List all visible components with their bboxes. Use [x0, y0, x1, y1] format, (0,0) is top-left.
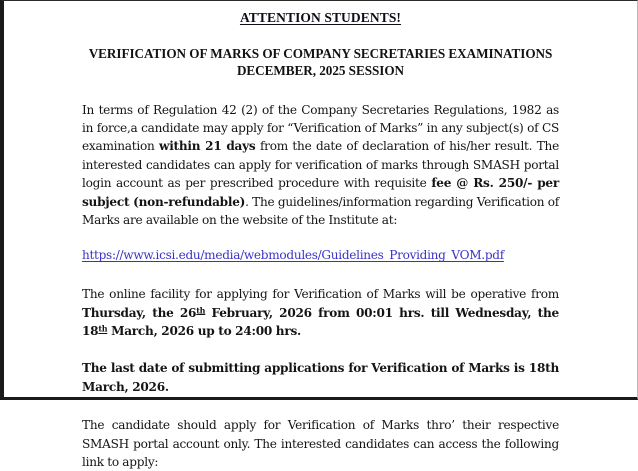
- paragraph-application-instructions: The candidate should apply for Verification of Marks thro’ their respective SMASH portal account only. The interested candidates can access the following link to apply:: [82, 418, 559, 469]
- document-title: [82, 45, 559, 80]
- guidelines-pdf-link[interactable]: https://www.icsi.edu/media/webmodules/Guidelines_Providing_VOM.pdf: [82, 248, 504, 263]
- document-title-line-2: DECEMBER, 2025 SESSION: [236, 63, 405, 79]
- intro-text-part-2: from the date of declaration of his/her result. The interested candidates can apply for verification of marks through SMASH portal login account as per prescribed procedure with requisite: [82, 139, 559, 191]
- intro-text-part-1: In terms of Regulation 42 (2) of the Company Secretaries Regulations, 1982 as in force,a candidate may apply for “Verification of Marks” in any subject(s) of CS examination: [82, 102, 559, 154]
- start-date-ordinal-suffix: th: [196, 306, 206, 316]
- date-range-middle: February, 2026 from 00:01 hrs. till Wednesday, the 18: [82, 305, 560, 339]
- end-date-ordinal-suffix: th: [98, 324, 108, 334]
- intro-bold-within-21-days: within 21 days: [159, 139, 256, 154]
- end-date-suffix: March, 2026 up to 24:00 hrs.: [107, 324, 301, 339]
- attention-heading-text: ATTENTION STUDENTS!: [239, 10, 402, 25]
- paragraph-last-date: The last date of submitting applications for Verification of Marks is 18th March, 2026.: [82, 361, 559, 394]
- guidelines-link-row: [82, 247, 559, 264]
- intro-bold-fee-amount: fee @ Rs. 250/- per subject (non-refundable): [82, 176, 559, 209]
- intro-text-part-3: . The guidelines/information regarding Verification of Marks are available on the website of the Institute at:: [82, 194, 559, 227]
- start-date-prefix: Thursday, the 26: [82, 305, 197, 320]
- online-facility-dates: [82, 306, 559, 338]
- paragraph-introduction: [82, 101, 559, 230]
- attention-heading: [82, 10, 559, 27]
- document-sheet: [4, 1, 637, 469]
- paragraph-online-facility: [82, 285, 559, 340]
- document-title-line-1: VERIFICATION OF MARKS OF COMPANY SECRETARIES EXAMINATIONS: [88, 45, 553, 61]
- online-facility-intro: The online facility for applying for Verification of Marks will be operative from: [82, 287, 559, 302]
